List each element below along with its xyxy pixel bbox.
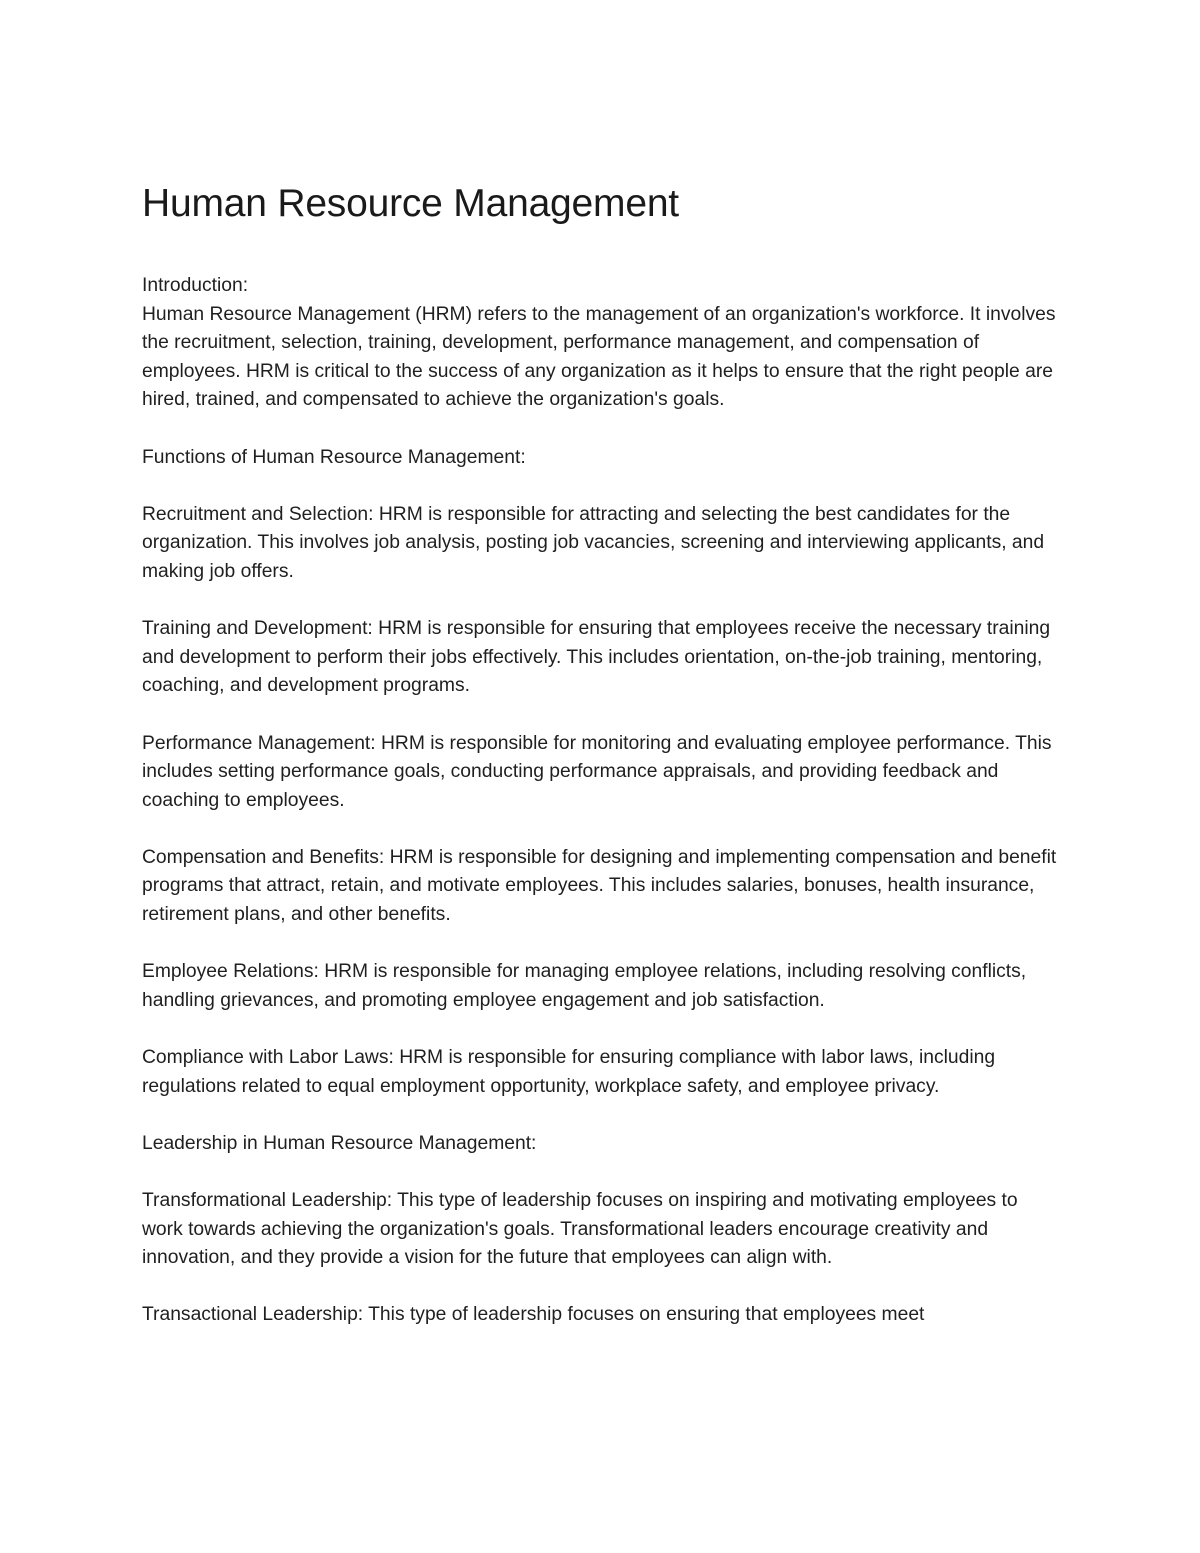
function-recruitment-paragraph: Recruitment and Selection: HRM is responsible for attracting and selecting the best candidates for the organization. This involves job analysis, posting job vacancies, screening and interviewing applicants, and making job offers. xyxy=(142,503,1045,582)
function-compliance-paragraph: Compliance with Labor Laws: HRM is responsible for ensuring compliance with labor laws, including regulations related to equal employment opportunity, workplace safety, and employee privacy. xyxy=(142,1047,996,1097)
leadership-transactional-paragraph: Transactional Leadership: This type of leadership focuses on ensuring that employees meet xyxy=(142,1304,925,1326)
leadership-heading: Leadership in Human Resource Management: xyxy=(142,1132,537,1154)
function-employee-relations-paragraph: Employee Relations: HRM is responsible for managing employee relations, including resolving conflicts, handling grievances, and promoting employee engagement and job satisfaction. xyxy=(142,961,1027,1011)
functions-heading: Functions of Human Resource Management: xyxy=(142,446,526,468)
leadership-transformational-paragraph: Transformational Leadership: This type of leadership focuses on inspiring and motivating employees to work towards achieving the organization's goals. Transformational leaders encourage creativity and innovation, and they provide a vision for the future that employees can align with. xyxy=(142,1190,1018,1269)
introduction-label: Introduction: xyxy=(142,275,249,296)
introduction-text: Human Resource Management (HRM) refers to the management of an organization's workforce. It involves the recruitment, selection, training, development, performance management, and compensation of employees. HRM is critical to the success of any organization as it helps to ensure that the right people are hired, trained, and compensated to achieve the organization's goals. xyxy=(142,303,1056,411)
function-training-paragraph: Training and Development: HRM is responsible for ensuring that employees receive the necessary training and development to perform their jobs effectively. This includes orientation, on-the-job training, mentoring, coaching, and development programs. xyxy=(142,618,1051,697)
function-compensation-paragraph: Compensation and Benefits: HRM is responsible for designing and implementing compensation and benefit programs that attract, retain, and motivate employees. This includes salaries, bonuses, health insurance, retirement plans, and other benefits. xyxy=(142,846,1057,926)
document-body xyxy=(142,178,1062,1359)
function-performance-paragraph: Performance Management: HRM is responsible for monitoring and evaluating employee performance. This includes setting performance goals, conducting performance appraisals, and providing feedback and coaching to employees. xyxy=(142,732,1052,811)
introduction-section xyxy=(142,272,1062,415)
document-title: Human Resource Management xyxy=(142,182,679,225)
